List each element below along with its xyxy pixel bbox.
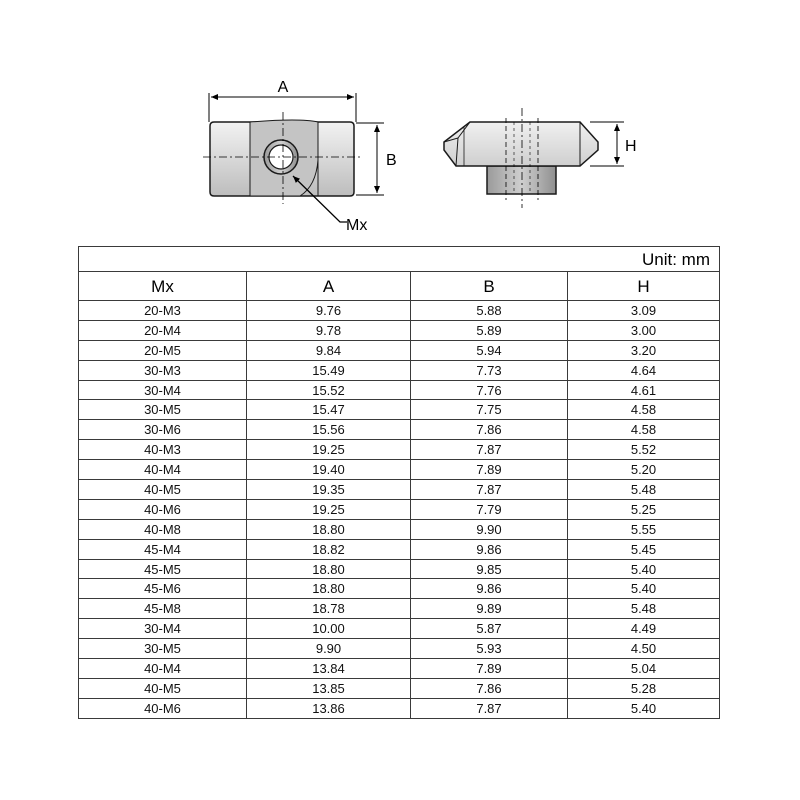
table-row [79, 639, 720, 659]
cell-h: 5.40 [568, 579, 720, 599]
table-row [79, 301, 720, 321]
table-row [79, 440, 720, 460]
cell-b: 5.94 [411, 340, 568, 360]
cell-a: 9.90 [247, 639, 411, 659]
table-row [79, 659, 720, 679]
cell-a: 13.85 [247, 678, 411, 698]
cell-h: 5.48 [568, 480, 720, 500]
header-row [79, 272, 720, 301]
technical-drawings [0, 0, 800, 245]
cell-b: 9.86 [411, 579, 568, 599]
cell-mx: 40-M4 [79, 659, 247, 679]
table-row [79, 420, 720, 440]
cell-b: 5.89 [411, 320, 568, 340]
cell-mx: 30-M4 [79, 619, 247, 639]
table-row [79, 480, 720, 500]
cell-b: 9.89 [411, 599, 568, 619]
cell-h: 4.49 [568, 619, 720, 639]
cell-h: 5.52 [568, 440, 720, 460]
cell-mx: 40-M4 [79, 460, 247, 480]
table-row [79, 380, 720, 400]
cell-b: 7.87 [411, 698, 568, 718]
cell-mx: 45-M5 [79, 559, 247, 579]
table-row [79, 360, 720, 380]
cell-h: 3.00 [568, 320, 720, 340]
cell-mx: 40-M6 [79, 698, 247, 718]
cell-mx: 20-M3 [79, 301, 247, 321]
cell-b: 9.86 [411, 539, 568, 559]
side-view [444, 108, 637, 208]
cell-a: 13.86 [247, 698, 411, 718]
table-row [79, 619, 720, 639]
cell-h: 5.20 [568, 460, 720, 480]
unit-label: Unit: mm [79, 247, 720, 272]
cell-h: 4.58 [568, 420, 720, 440]
cell-mx: 40-M5 [79, 480, 247, 500]
dimension-label-a: A [277, 79, 289, 96]
table-row [79, 559, 720, 579]
cell-b: 7.86 [411, 420, 568, 440]
cell-mx: 30-M5 [79, 400, 247, 420]
cell-a: 18.82 [247, 539, 411, 559]
cell-b: 5.93 [411, 639, 568, 659]
table-row [79, 519, 720, 539]
cell-mx: 30-M5 [79, 639, 247, 659]
cell-mx: 40-M3 [79, 440, 247, 460]
cell-a: 18.78 [247, 599, 411, 619]
table-row [79, 539, 720, 559]
table-row [79, 678, 720, 698]
cell-b: 7.73 [411, 360, 568, 380]
cell-a: 10.00 [247, 619, 411, 639]
cell-b: 9.85 [411, 559, 568, 579]
table-row [79, 400, 720, 420]
table-row [79, 460, 720, 480]
cell-h: 3.09 [568, 301, 720, 321]
t-nut-side-head [444, 122, 598, 166]
cell-h: 4.64 [568, 360, 720, 380]
cell-a: 15.47 [247, 400, 411, 420]
cell-mx: 40-M5 [79, 678, 247, 698]
thread-label-mx: Mx [346, 217, 368, 234]
column-header-a: A [247, 272, 411, 301]
cell-b: 7.76 [411, 380, 568, 400]
cell-a: 15.56 [247, 420, 411, 440]
cell-h: 5.04 [568, 659, 720, 679]
dimension-label-h: H [625, 138, 637, 155]
cell-mx: 45-M6 [79, 579, 247, 599]
cell-mx: 40-M6 [79, 499, 247, 519]
cell-h: 5.48 [568, 599, 720, 619]
table-row [79, 499, 720, 519]
column-header-mx: Mx [79, 272, 247, 301]
cell-h: 5.25 [568, 499, 720, 519]
table-row [79, 579, 720, 599]
cell-a: 13.84 [247, 659, 411, 679]
cell-h: 5.45 [568, 539, 720, 559]
cell-b: 7.79 [411, 499, 568, 519]
cell-mx: 40-M8 [79, 519, 247, 539]
cell-a: 9.78 [247, 320, 411, 340]
unit-row [79, 247, 720, 272]
cell-mx: 20-M4 [79, 320, 247, 340]
cell-b: 7.75 [411, 400, 568, 420]
cell-mx: 45-M8 [79, 599, 247, 619]
cell-a: 19.25 [247, 440, 411, 460]
cell-a: 19.25 [247, 499, 411, 519]
cell-mx: 45-M4 [79, 539, 247, 559]
cell-b: 7.89 [411, 460, 568, 480]
cell-h: 5.40 [568, 559, 720, 579]
cell-h: 5.55 [568, 519, 720, 539]
cell-b: 7.87 [411, 440, 568, 460]
front-view [203, 79, 397, 234]
cell-mx: 30-M6 [79, 420, 247, 440]
cell-b: 5.88 [411, 301, 568, 321]
cell-a: 15.49 [247, 360, 411, 380]
cell-h: 3.20 [568, 340, 720, 360]
cell-b: 7.87 [411, 480, 568, 500]
cell-a: 19.40 [247, 460, 411, 480]
column-header-b: B [411, 272, 568, 301]
dimension-label-b: B [386, 152, 397, 169]
spec-table [78, 246, 720, 719]
cell-mx: 30-M4 [79, 380, 247, 400]
cell-mx: 20-M5 [79, 340, 247, 360]
cell-h: 5.40 [568, 698, 720, 718]
cell-a: 9.76 [247, 301, 411, 321]
cell-b: 9.90 [411, 519, 568, 539]
cell-h: 4.50 [568, 639, 720, 659]
cell-b: 7.89 [411, 659, 568, 679]
cell-h: 5.28 [568, 678, 720, 698]
cell-a: 15.52 [247, 380, 411, 400]
cell-a: 19.35 [247, 480, 411, 500]
column-header-h: H [568, 272, 720, 301]
table-row [79, 698, 720, 718]
t-nut-side-stem [487, 166, 556, 194]
cell-a: 18.80 [247, 519, 411, 539]
cell-mx: 30-M3 [79, 360, 247, 380]
table-row [79, 320, 720, 340]
cell-b: 7.86 [411, 678, 568, 698]
cell-a: 18.80 [247, 579, 411, 599]
table-row [79, 340, 720, 360]
cell-h: 4.58 [568, 400, 720, 420]
cell-h: 4.61 [568, 380, 720, 400]
spec-table-body [79, 301, 720, 719]
cell-b: 5.87 [411, 619, 568, 639]
cell-a: 18.80 [247, 559, 411, 579]
cell-a: 9.84 [247, 340, 411, 360]
table-row [79, 599, 720, 619]
